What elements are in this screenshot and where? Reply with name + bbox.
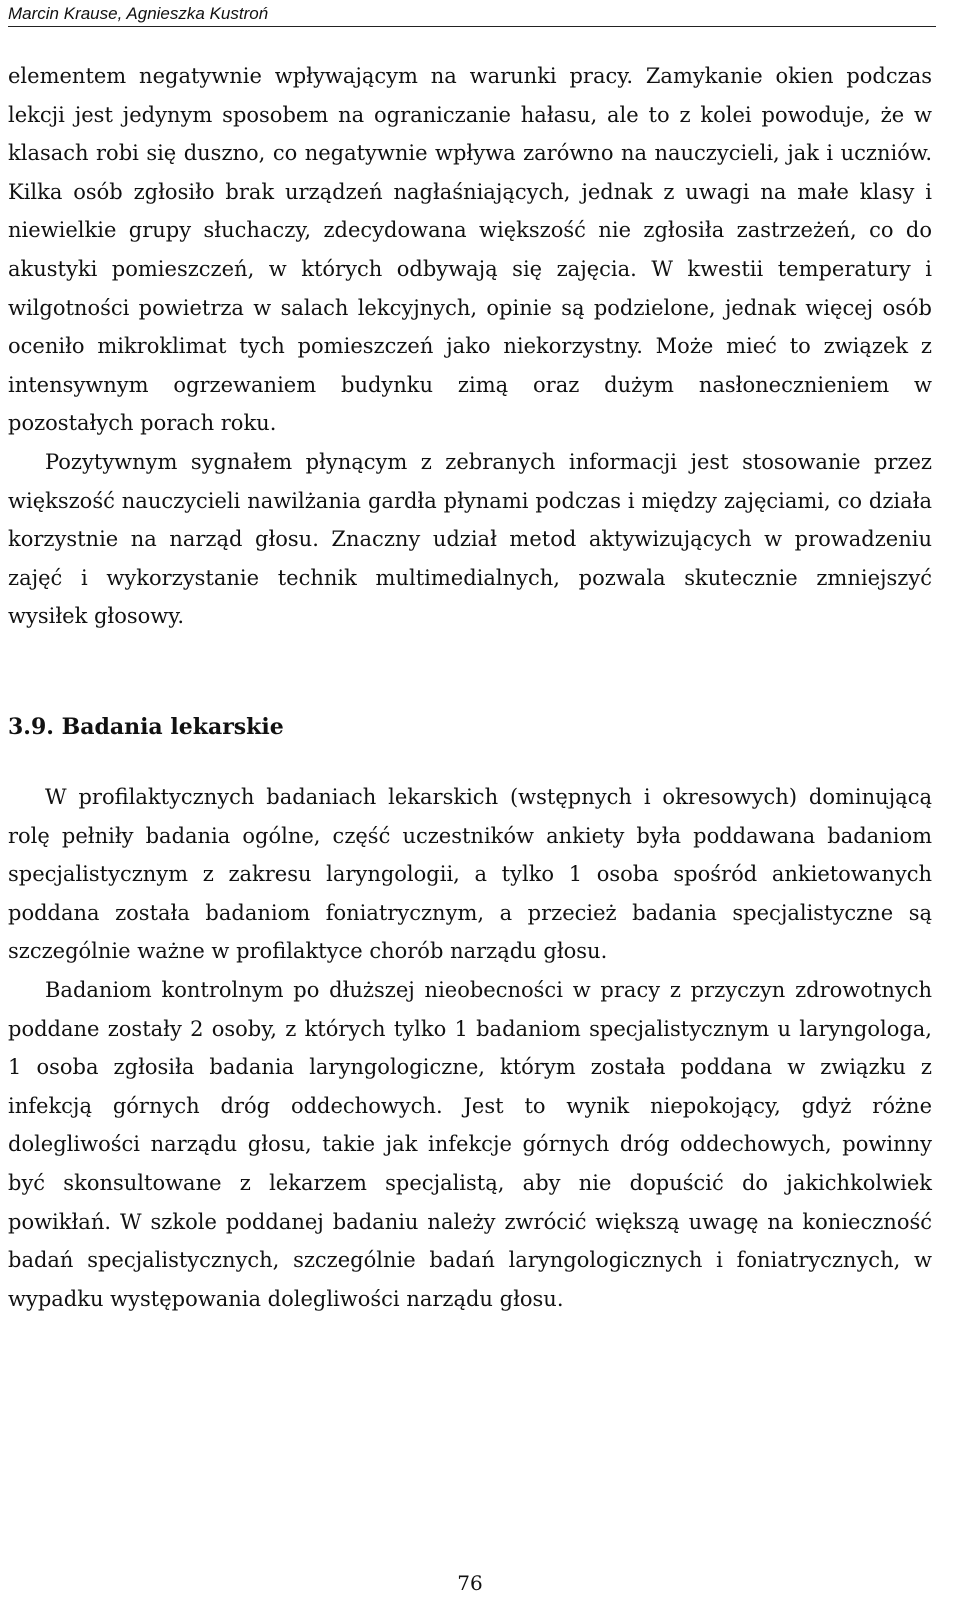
running-header-authors: Marcin Krause, Agnieszka Kustroń xyxy=(8,4,269,23)
paragraph: Pozytywnym sygnałem płynącym z zebranych informacji jest stosowanie przez większość nauczycieli nawilżania gardła płynami podczas i między zajęciami, co działa korzystnie na narząd głosu. Znaczny udział metod aktywizujących w prowadzeniu zajęć i wykorzystanie technik multimedialnych, pozwala skutecznie zmniejszyć wysiłek głosowy. xyxy=(8,449,932,629)
section-body xyxy=(8,778,932,1318)
page-number: 76 xyxy=(457,1571,483,1595)
paragraph: W profilaktycznych badaniach lekarskich (wstępnych i okresowych) dominującą rolę pełniły badania ogólne, część uczestników ankiety była poddawana badaniom specjalistycznym z zakresu laryngologii, a tylko 1 osoba spośród ankietowanych poddana została badaniom foniatrycznym, a przecież badania specjalistyczne są szczególnie ważne w profilaktyce chorób narządu głosu. xyxy=(8,785,932,964)
section-heading: 3.9. Badania lekarskie xyxy=(8,714,284,740)
body-text-top xyxy=(8,57,932,636)
paragraph-continued: elementem negatywnie wpływającym na warunki pracy. Zamykanie okien podczas lekcji jest jedynym sposobem na ograniczanie hałasu, ale to z kolei powoduje, że w klasach robi się duszno, co negatywnie wpływa zarówno na nauczycieli, jak i uczniów. Kilka osób zgłosiło brak urządzeń nagłaśniających, jednak z uwagi na małe klasy i niewielkie grupy słuchaczy, zdecydowana większość nie zgłosiła zastrzeżeń, co do akustyki pomieszczeń, w których odbywają się zajęcia. W kwestii temperatury i wilgotności powietrza w salach lekcyjnych, opinie są podzielone, jednak więcej osób oceniło mikroklimat tych pomieszczeń jako niekorzystny. Może mieć to związek z intensywnym ogrzewaniem budynku zimą oraz dużym nasłonecznieniem w pozostałych porach roku. xyxy=(8,64,932,436)
paragraph: Badaniom kontrolnym po dłuższej nieobecności w pracy z przyczyn zdrowotnych poddane zostały 2 osoby, z których tylko 1 badaniom specjalistycznym u laryngologa, 1 osoba zgłosiła badania laryngologiczne, którym została poddana w związku z infekcją górnych dróg oddechowych. Jest to wynik niepokojący, gdyż różne dolegliwości narządu głosu, takie jak infekcje górnych dróg oddechowych, powinny być skonsultowane z lekarzem specjalistą, aby nie dopuścić do jakichkolwiek powikłań. W szkole poddanej badaniu należy zwrócić większą uwagę na konieczność badań specjalistycznych, szczególnie badań laryngologicznych i foniatrycznych, w wypadku występowania dolegliwości narządu głosu. xyxy=(8,977,932,1311)
header-rule xyxy=(8,26,936,27)
